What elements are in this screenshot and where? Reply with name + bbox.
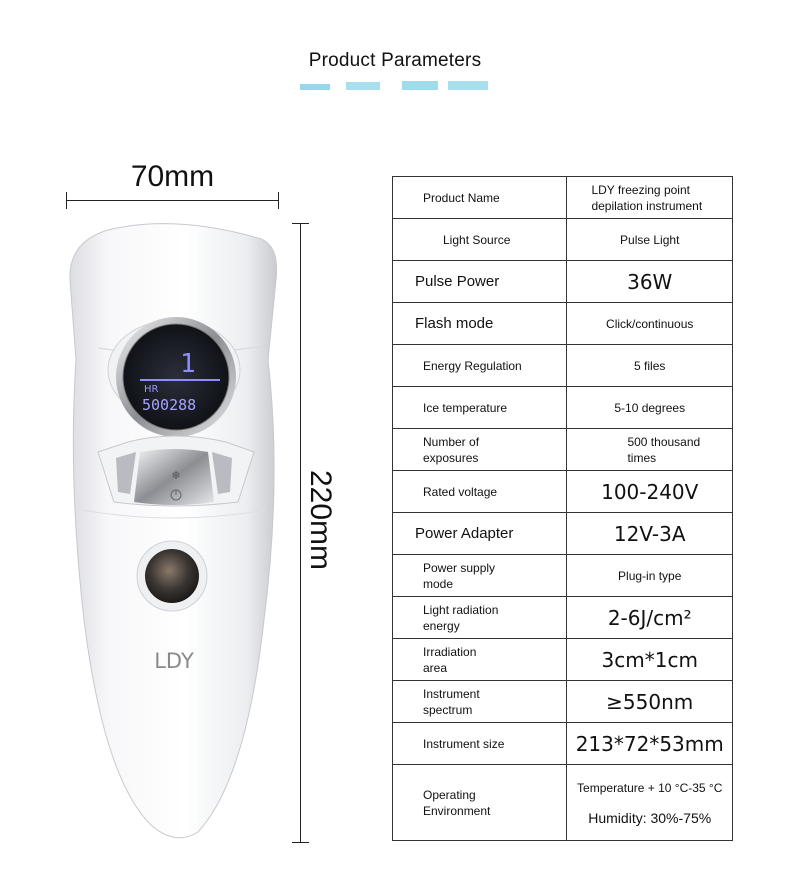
table-row [393, 471, 733, 513]
brand-logo: LDY [154, 649, 194, 673]
spec-value: Plug-in type [567, 555, 733, 597]
spec-key: Ice temperature [393, 387, 567, 429]
table-row [393, 681, 733, 723]
spec-key: Power supply mode [393, 555, 567, 597]
spec-value: 12V-3A [567, 513, 733, 555]
display-level: 1 [180, 349, 196, 379]
spec-value: 500 thousand times [567, 429, 733, 471]
spec-value: 2-6J/cm² [567, 597, 733, 639]
spec-key: Product Name [393, 177, 567, 219]
spec-value: 36W [567, 261, 733, 303]
height-dimension-label: 220mm [304, 469, 337, 571]
spec-key: Flash mode [393, 303, 567, 345]
device-illustration [68, 220, 280, 840]
display-counter: 500288 [142, 396, 197, 414]
snowflake-icon: ❄ [171, 470, 181, 482]
spec-key: Operating Environment [393, 765, 567, 841]
spec-value: LDY freezing point depilation instrument [567, 177, 733, 219]
spec-value: 5 files [567, 345, 733, 387]
spec-value: Pulse Light [567, 219, 733, 261]
spec-key: Light radiation energy [393, 597, 567, 639]
spec-key: Rated voltage [393, 471, 567, 513]
display-mode-label: HR [144, 384, 159, 395]
spec-key: Power Adapter [393, 513, 567, 555]
spec-value-environment [567, 765, 733, 841]
spec-key: Instrument size [393, 723, 567, 765]
table-row [393, 513, 733, 555]
spec-value: Click/continuous [567, 303, 733, 345]
table-row [393, 219, 733, 261]
spec-value: Temperature + 10 °C-35 °C [577, 780, 723, 795]
trigger-button-icon [145, 549, 199, 603]
table-row [393, 639, 733, 681]
spec-value: 3cm*1cm [567, 639, 733, 681]
spec-value: ≥550nm [567, 681, 733, 723]
width-dimension-line [66, 200, 279, 201]
spec-key: Energy Regulation [393, 345, 567, 387]
table-row [393, 261, 733, 303]
table-row [393, 597, 733, 639]
table-row [393, 177, 733, 219]
page-title: Product Parameters [308, 50, 482, 71]
table-row [393, 723, 733, 765]
spec-value: 5-10 degrees [567, 387, 733, 429]
spec-key: Irradiation area [393, 639, 567, 681]
spec-value-humidity: Humidity: 30%-75% [588, 809, 712, 826]
table-row [393, 345, 733, 387]
table-row [393, 303, 733, 345]
table-row [393, 555, 733, 597]
title-underline-decoration [298, 78, 498, 92]
width-dimension-label: 70mm [130, 160, 215, 193]
spec-key: Instrument spectrum [393, 681, 567, 723]
table-row [393, 387, 733, 429]
spec-key: Pulse Power [393, 261, 567, 303]
spec-table [392, 176, 733, 841]
spec-key: Number of exposures [393, 429, 567, 471]
spec-key: Light Source [393, 219, 567, 261]
spec-value: 213*72*53mm [567, 723, 733, 765]
spec-value: 100-240V [567, 471, 733, 513]
table-row [393, 429, 733, 471]
table-row [393, 765, 733, 841]
